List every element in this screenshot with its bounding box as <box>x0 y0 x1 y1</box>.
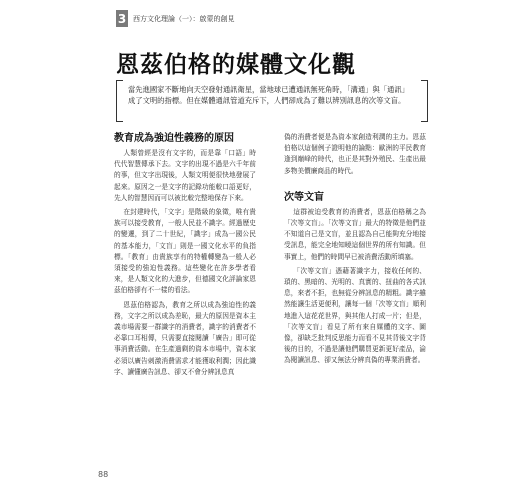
paragraph: 人類曾經是沒有文字的，而是靠「口語」時代代智慧傳承下去。文字的出現不過是六千年前的事，但文字出現後，人類文明便很快地發展了起來。原因之一是文字的記錄功能較口語更好，先人的智慧因而可以被比較完整地保存下來。 <box>114 149 256 202</box>
running-title: 西方文化理論（一）：啟蒙的創見 <box>133 14 235 23</box>
chapter-number-badge: 3 <box>117 11 127 26</box>
left-column <box>114 132 256 378</box>
section-heading-secondary-illiterate: 次等文盲 <box>284 191 324 203</box>
left-bracket <box>116 80 123 122</box>
right-column <box>284 132 426 367</box>
paragraph-continued: 偽的消費者便是為資本家創造利潤的主力。恩茲伯格以這個例子證明他的論點：歐洲的平民教育逢到巔峰的時代，也正是其對外殖民、生產出最多物美價廉商品的時代。 <box>284 133 426 175</box>
abstract-text: 當先進國家不斷地向天空發射通訊衛星，當地球已遭通訊無死角時，「溝通」與「通訊」成了文明的指標。但在媒體通訊管道充斥下，人們卻成為了難以辨別訊息的次等文盲。 <box>128 85 409 105</box>
paragraph: 在封建時代，「文字」是階級的象徵，唯有貴族可以接受教育，一般人民並不識字。經過歷史的變遷，到了二十世紀，「識字」成為一國公民的基本能力，「文盲」則是一國文化水平的負指標。「教育」由貴族享有的特權轉變為一般人必須接受的強迫性義務。這些變化在許多學者看來，是人類文化的大進步，但德國文化評論家恩茲伯格卻有不一樣的看法。 <box>114 208 256 295</box>
abstract-box <box>116 80 428 120</box>
page-number: 88 <box>98 470 109 479</box>
running-header <box>116 10 235 27</box>
paragraph: 恩茲伯格認為，教育之所以成為強迫性的義務，文字之所以成為差恥，最大的原因是資本主義市場需要一群識字的消費者，識字的消費者不必靠口耳相傳，只需要直接閱讀「廣告」即可從事消費活動。在生產過剩的資本市場中，資本家必須以廣告刺激消費需求才能獲取利潤；因此識字、讀懂廣告訊息、卻又不會分辨訊息真 <box>114 300 256 376</box>
paragraph: 「次等文盲」憑藉著識字力，接收任何的、瑣的、黑暗的、光明的、真實的、扭曲的各式訊息，來者不拒，也無從分辨訊息的精粗。識字雖然能讓生活更便利，讓每一個「次等文盲」順利地進入這花花世界，與其他人打成一片；但是，「次等文盲」看見了所有來自媒體的文字、圖像，卻缺乏批判反思能力而看不見其背後文字背後的目的，不過是讓他們購買更新更好產品，淪為閱讀訊息、卻又無法分辨真偽的專業消費者。 <box>284 266 426 365</box>
article-title: 恩茲伯格的媒體文化觀 <box>116 52 356 78</box>
section-heading-education: 教育成為強迫性義務的原因 <box>114 133 234 144</box>
paragraph: 這群被迫受教育的消費者，恩茲伯格稱之為「次等文盲」。「次等文盲」最大的特徵是他們並不知道自己是文盲，並且認為自己能夠充分地接受訊息，能完全地知曉這個世界的所有知識。但事實上，他們的時間早已被消費活動所填塞。 <box>284 207 426 261</box>
right-bracket <box>421 80 428 122</box>
